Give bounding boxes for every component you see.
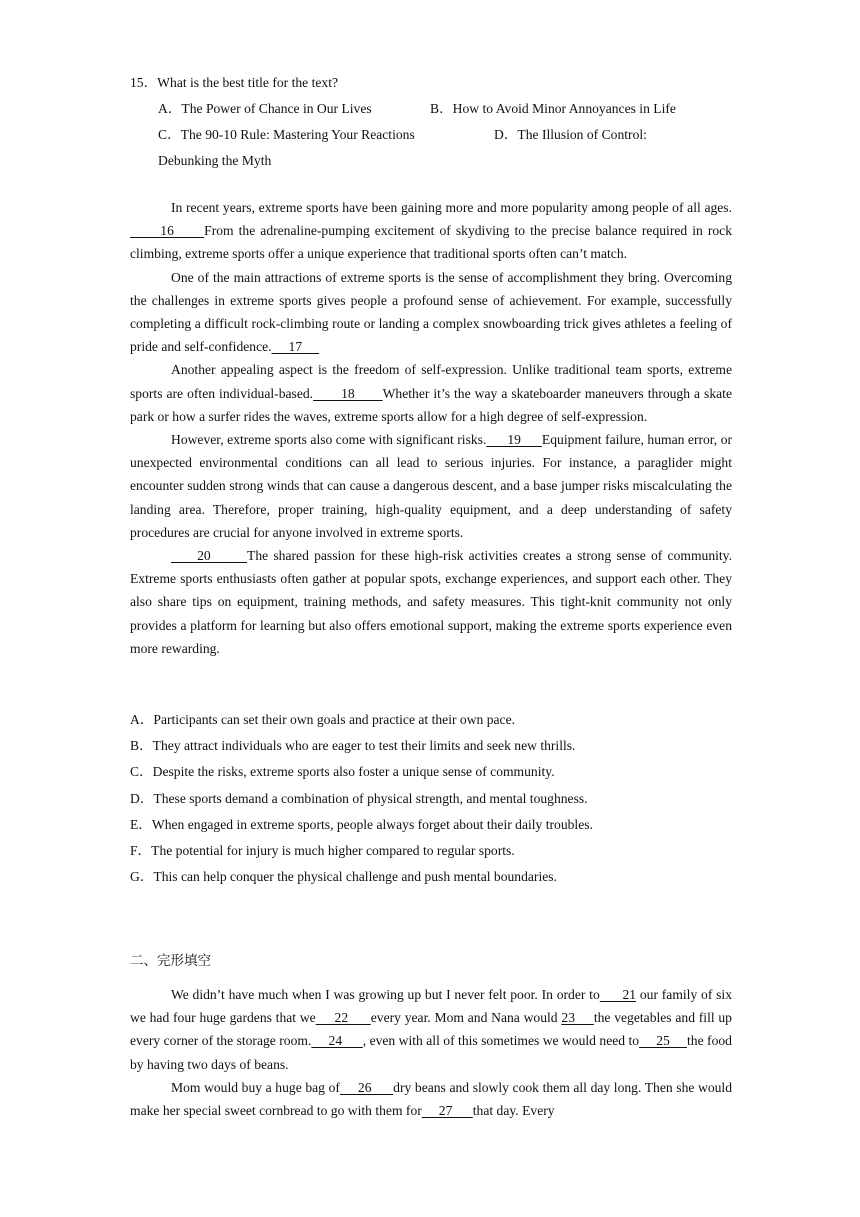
paragraph-1-text-b: From the adrenaline-pumping excitement of skydiving to the precise balance required in rock climbing, extreme sports offer a unique experience that traditional sports often can’t match. xyxy=(130,223,732,262)
cloze-p1-text-e: , even with all of this sometimes we would need to xyxy=(362,1033,640,1049)
paragraph-1 xyxy=(130,196,732,266)
paragraph-3-text-b: Whether it’s the way a skateboarder maneuvers through a skate park or how a surfer rides the waves, extreme sports allow for a high degree of self-expression. xyxy=(130,385,732,424)
cloze-paragraph-1 xyxy=(130,983,732,1076)
question-15-option-c: C．The 90-10 Rule: Mastering Your Reactions xyxy=(158,127,415,142)
blank-25: 25 xyxy=(639,1033,688,1049)
cloze-paragraph-2 xyxy=(130,1076,732,1122)
passage-extreme-sports xyxy=(130,196,732,660)
question-15-option-d: D．The Illusion of Control: xyxy=(494,127,647,142)
cloze-p1-text-c: every year. Mom and Nana would xyxy=(370,1010,558,1026)
cloze-p1-text-f: the food by having two days of beans. xyxy=(130,1033,732,1072)
blank-18: 18 xyxy=(313,385,383,401)
blank-24: 24 xyxy=(311,1033,363,1049)
paragraph-5 xyxy=(130,544,732,660)
cloze-p2-text-b: dry beans and slowly cook them all day long. Then she would make her special sweet cornbread to go with them for xyxy=(130,1079,732,1119)
paragraph-3 xyxy=(130,358,732,428)
choice-a: A．Participants can set their own goals and practice at their own pace. xyxy=(130,712,516,727)
choice-c: C．Despite the risks, extreme sports also foster a unique sense of community. xyxy=(130,764,555,780)
question-15-option-d-continued: Debunking the Myth xyxy=(158,153,272,168)
blank-20: 20 xyxy=(171,548,248,564)
paragraph-4-text-b: Equipment failure, human error, or unexpected environmental conditions can all lead to serious injuries. For instance, a paraglider might encounter sudden strong winds that can cause a dangerous descent, and a base jumper risks miscalculating the landing area. Therefore, proper training, high-quality equipment, and a deep understanding of safety procedures are crucial for anyone involved in extreme sports. xyxy=(130,432,733,540)
question-15-stem: 15．What is the best title for the text? xyxy=(130,75,339,90)
choice-b: B．They attract individuals who are eager to test their limits and seek new thrills. xyxy=(130,738,576,754)
blank-17: 17 xyxy=(271,339,320,355)
choice-list xyxy=(130,707,732,890)
cloze-p1-text-d: the vegetables and fill up every corner of the storage room. xyxy=(130,1010,732,1049)
paragraph-4 xyxy=(130,428,732,544)
choice-f: F．The potential for injury is much higher compared to regular sports. xyxy=(130,843,515,859)
section-heading-cloze: 二、完形填空 xyxy=(130,953,211,969)
cloze-p1-text-a: We didn’t have much when I was growing up but I never felt poor. In order to xyxy=(171,987,600,1002)
paragraph-1-text-a: In recent years, extreme sports have been gaining more and more popularity among people of all ages. xyxy=(171,200,732,215)
blank-21: 21 xyxy=(599,987,637,1002)
choice-d: D．These sports demand a combination of physical strength, and mental toughness. xyxy=(130,790,588,806)
blank-27: 27 xyxy=(421,1103,473,1119)
blank-26: 26 xyxy=(339,1079,394,1095)
cloze-p1-text-b: our family of six we had four huge gardens that we xyxy=(130,987,733,1026)
paragraph-2 xyxy=(130,266,732,359)
choice-g: G．This can help conquer the physical challenge and push mental boundaries. xyxy=(130,869,557,885)
choice-e: E．When engaged in extreme sports, people always forget about their daily troubles. xyxy=(130,816,593,832)
blank-23: 23 xyxy=(561,1010,594,1026)
cloze-p2-text-a: Mom would buy a huge bag of xyxy=(171,1079,340,1095)
paragraph-2-text: One of the main attractions of extreme sports is the sense of accomplishment they bring. Overcoming the challenges in extreme sports gives people a profound sense of achievement. For example, successfully completing a difficult rock-climbing route or landing a complex snowboarding trick gives athletes a feeling of pride and self-confidence. xyxy=(130,269,732,355)
blank-16: 16 xyxy=(130,223,205,239)
paragraph-5-text: The shared passion for these high-risk activities creates a strong sense of community. Extreme sports enthusiasts often gather at popular spots, exchange experiences, and support each other. They also share tips on equipment, training methods, and safety measures. This tight-knit community not only provides a platform for learning but also offers emotional support, making the extreme sports experience even more rewarding. xyxy=(130,548,732,656)
passage-cloze xyxy=(130,983,732,1122)
blank-22: 22 xyxy=(315,1010,371,1026)
blank-19: 19 xyxy=(486,432,542,448)
paragraph-3-text-a: Another appealing aspect is the freedom of self-expression. Unlike traditional team sports, extreme sports are often individual-based. xyxy=(130,362,732,401)
paragraph-4-text-a: However, extreme sports also come with significant risks. xyxy=(171,432,487,448)
question-15-option-a: A．The Power of Chance in Our Lives xyxy=(158,101,372,116)
cloze-p2-text-c: that day. Every xyxy=(472,1103,555,1119)
question-15-option-b: B．How to Avoid Minor Annoyances in Life xyxy=(430,101,676,116)
